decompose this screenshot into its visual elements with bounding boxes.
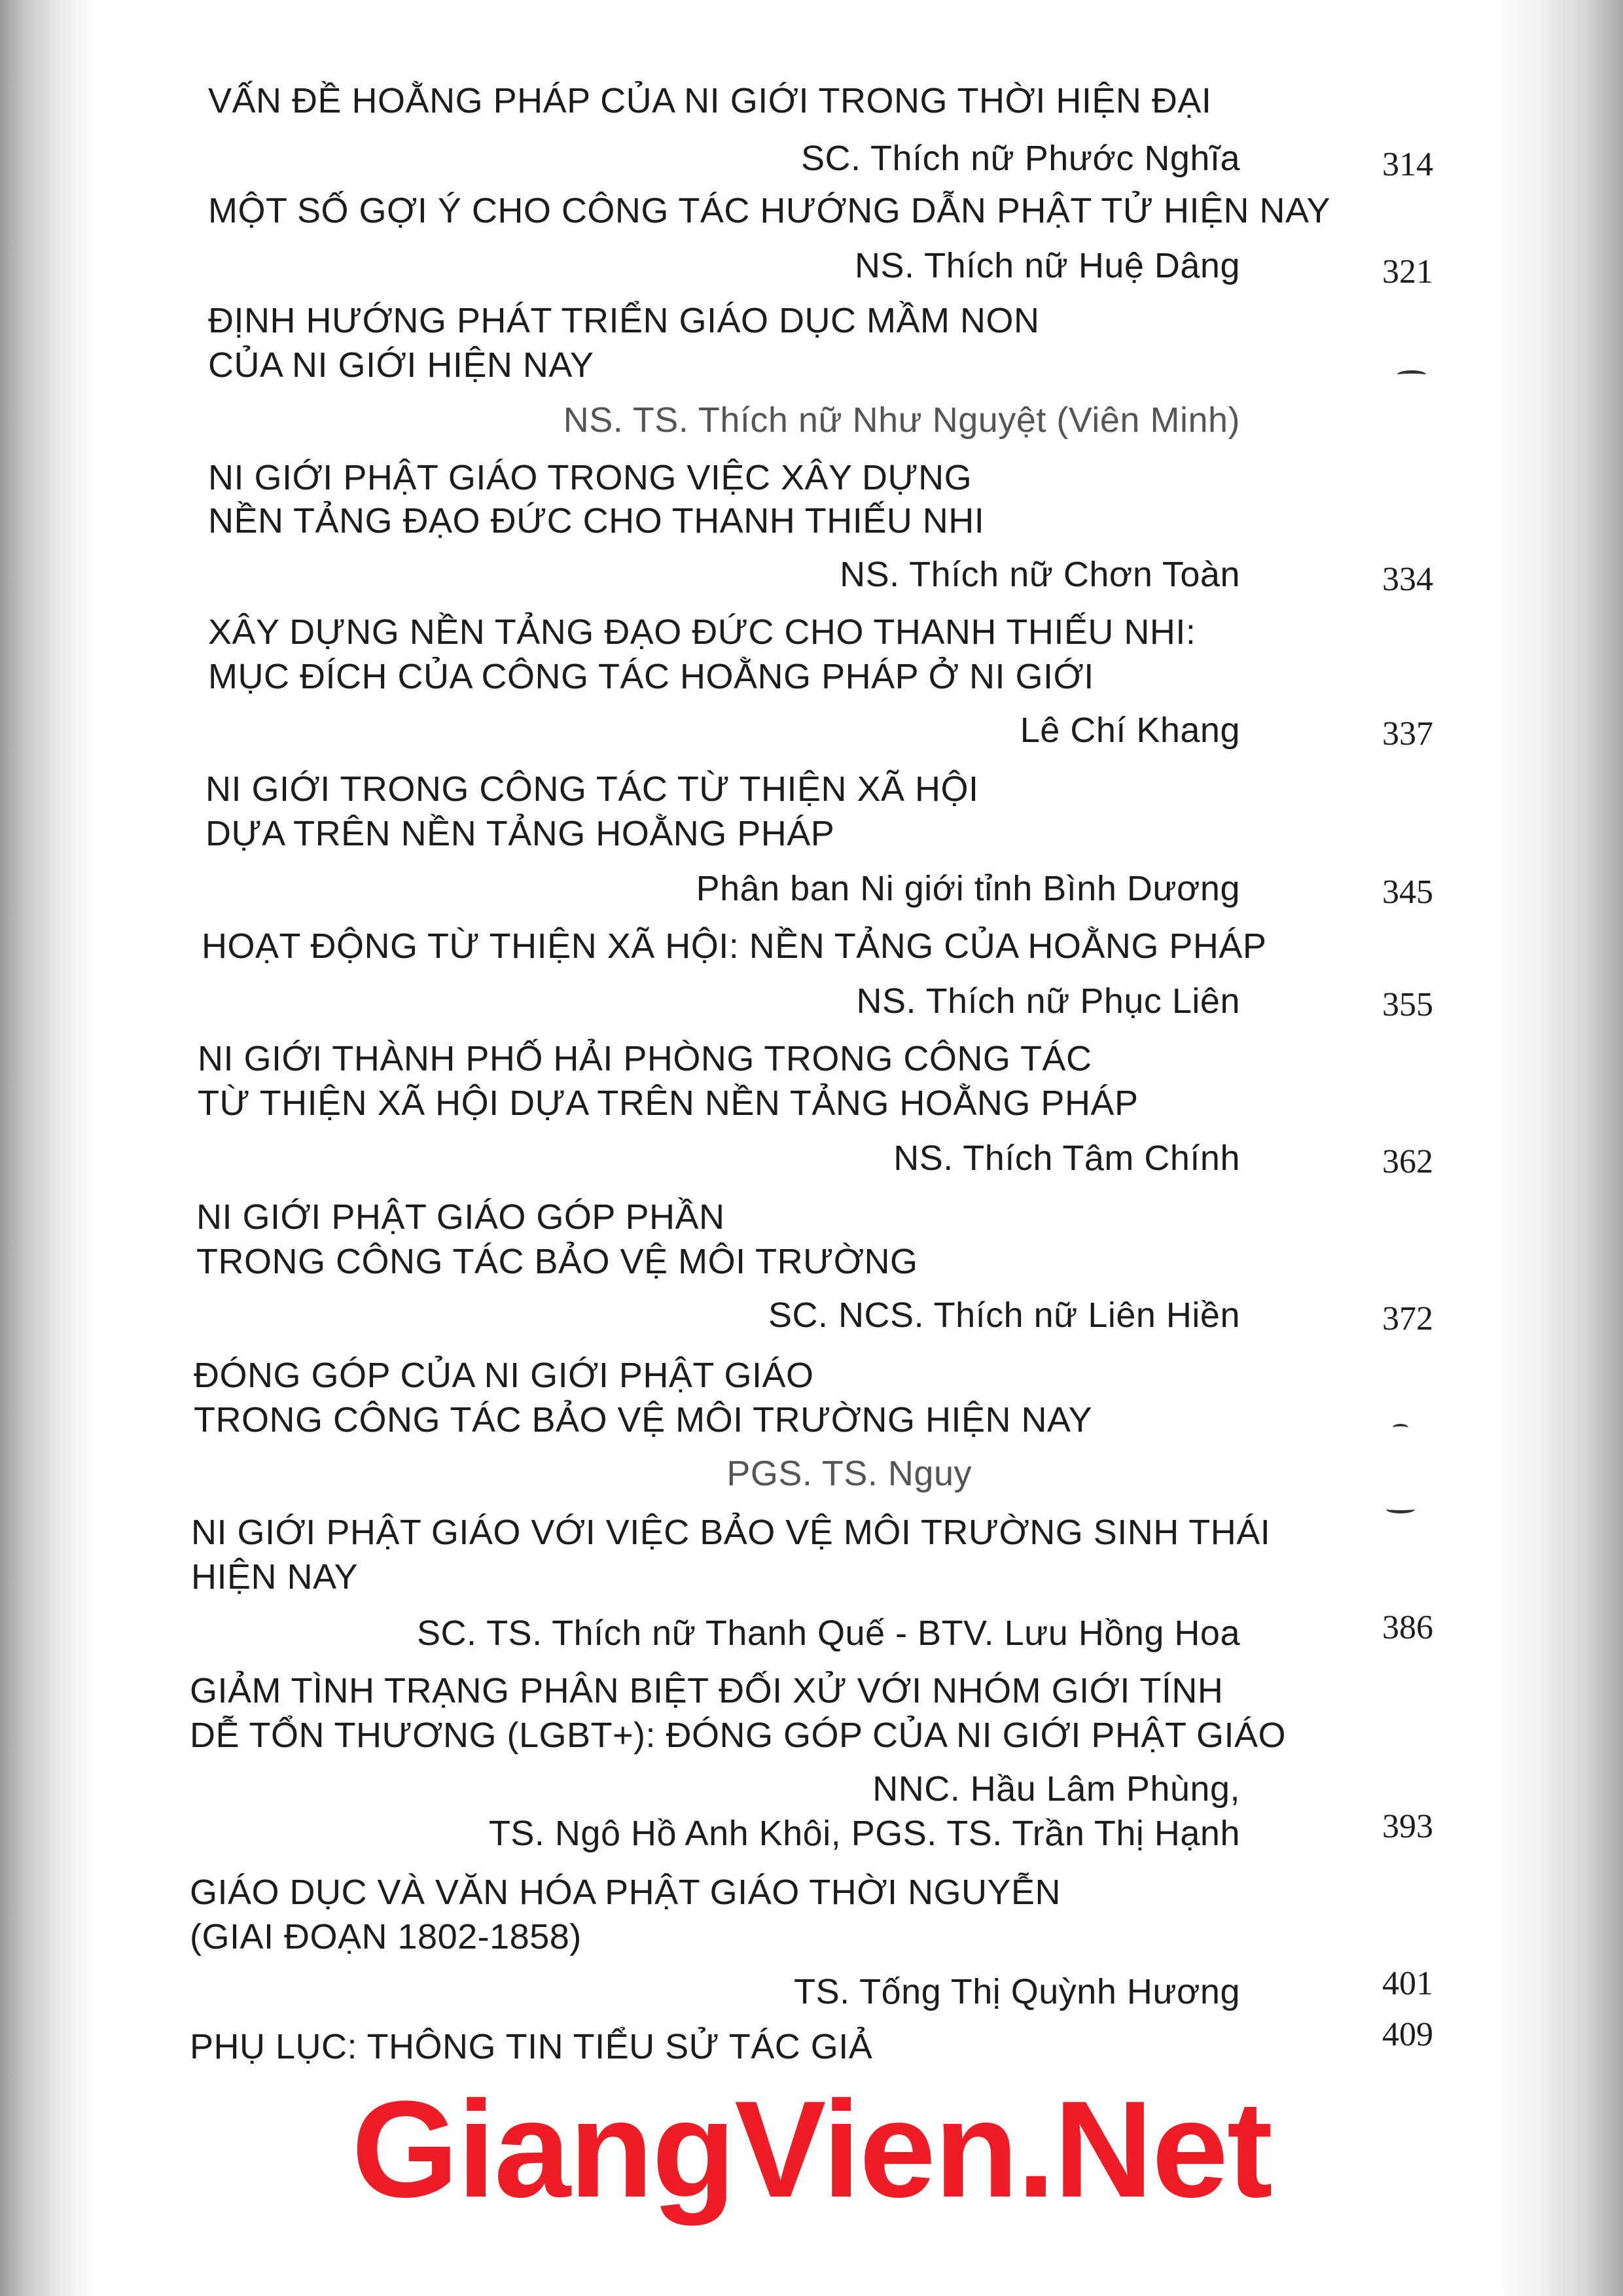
entry-title: TRONG CÔNG TÁC BẢO VỆ MÔI TRƯỜNG HIỆN NAY <box>194 1400 1093 1439</box>
entry-title: CỦA NI GIỚI HIỆN NAY <box>208 345 594 385</box>
entry-title: (GIAI ĐOẠN 1802-1858) <box>190 1917 582 1956</box>
entry-author: SC. NCS. Thích nữ Liên Hiền <box>768 1296 1240 1335</box>
entry-title: NỀN TẢNG ĐẠO ĐỨC CHO THANH THIẾU NHI <box>208 501 985 540</box>
entry-title: GIẢM TÌNH TRẠNG PHÂN BIỆT ĐỐI XỬ VỚI NHÓM GIỚI TÍNH <box>190 1671 1224 1710</box>
ink-mark <box>1386 1505 1415 1513</box>
entry-page-number: 345 <box>1382 874 1433 911</box>
entry-title: ĐÓNG GÓP CỦA NI GIỚI PHẬT GIÁO <box>194 1356 814 1395</box>
entry-author: NS. Thích nữ Huệ Dâng <box>855 246 1240 285</box>
entry-title: NI GIỚI PHẬT GIÁO TRONG VIỆC XÂY DỰNG <box>208 458 972 497</box>
entry-title: GIÁO DỤC VÀ VĂN HÓA PHẬT GIÁO THỜI NGUYỄN <box>190 1873 1061 1912</box>
entry-page-number: 401 <box>1382 1965 1433 2002</box>
entry-author: SC. TS. Thích nữ Thanh Quế - BTV. Lưu Hồng Hoa <box>417 1614 1240 1653</box>
entry-author: Lê Chí Khang <box>1020 711 1240 750</box>
entry-author: NNC. Hầu Lâm Phùng, <box>872 1769 1240 1809</box>
entry-title: VẤN ĐỀ HOẰNG PHÁP CỦA NI GIỚI TRONG THỜI HIỆN ĐẠI <box>208 81 1212 120</box>
entry-title: MỘT SỐ GỢI Ý CHO CÔNG TÁC HƯỚNG DẪN PHẬT TỬ HIỆN NAY <box>208 191 1331 230</box>
entry-page-number: 321 <box>1382 253 1433 291</box>
entry-page-number: 355 <box>1382 986 1433 1023</box>
entry-page-number: 372 <box>1382 1300 1433 1337</box>
entry-title: DỰA TRÊN NỀN TẢNG HOẰNG PHÁP <box>205 814 835 853</box>
entry-page-number: 409 <box>1382 2016 1433 2053</box>
entry-title: XÂY DỰNG NỀN TẢNG ĐẠO ĐỨC CHO THANH THIẾU NHI: <box>208 612 1196 652</box>
ink-mark <box>1397 370 1426 379</box>
entry-author: TS. Tống Thị Quỳnh Hương <box>794 1972 1240 2011</box>
entry-title: TỪ THIỆN XÃ HỘI DỰA TRÊN NỀN TẢNG HOẰNG PHÁP <box>198 1084 1139 1123</box>
entry-author: NS. Thích Tâm Chính <box>893 1139 1240 1178</box>
entry-title: NI GIỚI THÀNH PHỐ HẢI PHÒNG TRONG CÔNG TÁC <box>198 1039 1092 1078</box>
entry-author: SC. Thích nữ Phước Nghĩa <box>801 139 1240 178</box>
entry-title: HIỆN NAY <box>191 1557 359 1597</box>
entry-title: PHỤ LỤC: THÔNG TIN TIỂU SỬ TÁC GIẢ <box>190 2027 873 2066</box>
entry-author: TS. Ngô Hồ Anh Khôi, PGS. TS. Trần Thị Hạnh <box>488 1814 1240 1853</box>
ink-mark <box>1393 1424 1408 1432</box>
entry-page-number: 362 <box>1382 1143 1433 1180</box>
entry-author: PGS. TS. Nguy <box>726 1454 972 1493</box>
entry-author: NS. Thích nữ Phục Liên <box>856 981 1240 1021</box>
entry-page-number: 337 <box>1382 715 1433 752</box>
entry-title: NI GIỚI PHẬT GIÁO VỚI VIỆC BẢO VỆ MÔI TRƯỜNG SINH THÁI <box>191 1513 1271 1552</box>
entry-title: NI GIỚI TRONG CÔNG TÁC TỪ THIỆN XÃ HỘI <box>205 769 979 809</box>
entry-title: DỄ TỔN THƯƠNG (LGBT+): ĐÓNG GÓP CỦA NI GIỚI PHẬT GIÁO <box>190 1716 1286 1755</box>
entry-page-number: 393 <box>1382 1808 1433 1845</box>
entry-page-number: 314 <box>1382 146 1433 183</box>
entry-title: NI GIỚI PHẬT GIÁO GÓP PHẦN <box>196 1197 725 1237</box>
entry-author: NS. Thích nữ Chơn Toàn <box>840 555 1240 594</box>
entry-title: ĐỊNH HƯỚNG PHÁT TRIỂN GIÁO DỤC MẦM NON <box>208 301 1040 340</box>
entry-title: TRONG CÔNG TÁC BẢO VỆ MÔI TRƯỜNG <box>196 1242 918 1281</box>
entry-title: MỤC ĐÍCH CỦA CÔNG TÁC HOẰNG PHÁP Ở NI GIỚI <box>208 657 1094 696</box>
entry-title: HOẠT ĐỘNG TỪ THIỆN XÃ HỘI: NỀN TẢNG CỦA HOẰNG PHÁP <box>202 927 1267 966</box>
watermark-logo: GiangVien.Net <box>351 2072 1272 2226</box>
entry-page-number: 386 <box>1382 1609 1433 1646</box>
entry-page-number: 334 <box>1382 561 1433 598</box>
entry-author: NS. TS. Thích nữ Như Nguyệt (Viên Minh) <box>563 400 1240 440</box>
entry-author: Phân ban Ni giới tỉnh Bình Dương <box>696 869 1240 908</box>
